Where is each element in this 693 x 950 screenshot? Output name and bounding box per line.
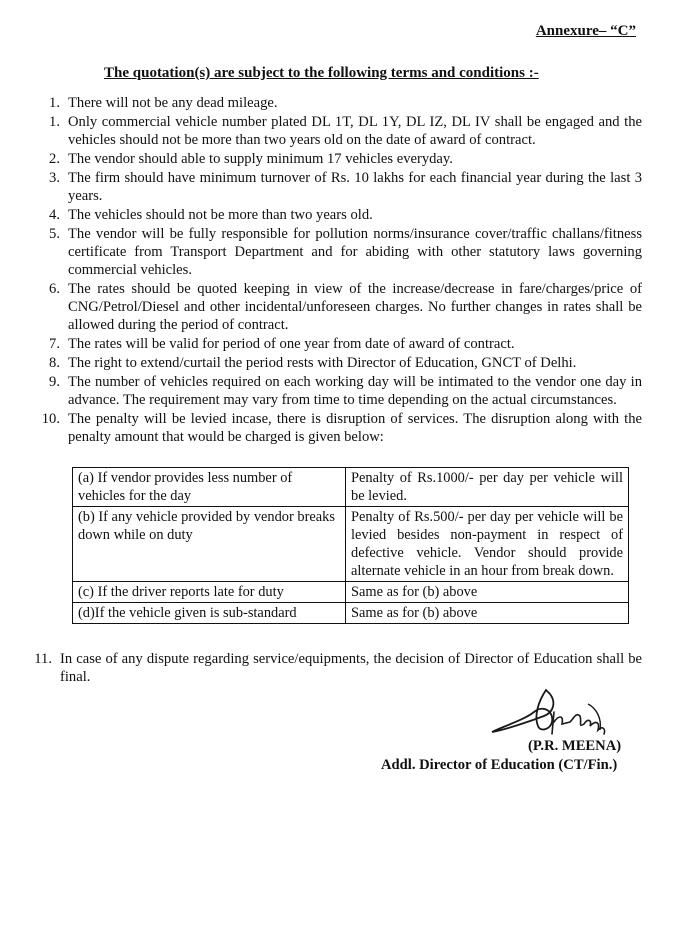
- condition-cell: (b) If any vehicle provided by vendor breaks down while on duty: [73, 507, 346, 582]
- condition-cell: (c) If the driver reports late for duty: [73, 582, 346, 603]
- item-text: There will not be any dead mileage.: [68, 95, 278, 111]
- signer-name: (P.R. MEENA): [528, 738, 622, 754]
- item-number: 2.: [49, 151, 60, 167]
- list-item: [34, 650, 642, 686]
- penalty-cell: Same as for (b) above: [346, 603, 629, 624]
- penalty-cell: Penalty of Rs.1000/- per day per vehicle will be levied.: [346, 468, 629, 507]
- item-text: The rates should be quoted keeping in view of the increase/decrease in fare/charges/price of CNG/Petrol/Diesel and other incidental/unforeseen charges. No further changes in rates shall be allowed during the period of contract.: [68, 281, 642, 333]
- list-item: [42, 354, 642, 372]
- item-number: 9.: [49, 374, 60, 390]
- condition-cell: (a) If vendor provides less number of vehicles for the day: [73, 468, 346, 507]
- item-text: Only commercial vehicle number plated DL 1T, DL 1Y, DL IZ, DL IV shall be engaged and the vehicles should not be more than two years old on the date of award of contract.: [68, 114, 642, 148]
- table-row: [73, 582, 629, 603]
- item-number: 7.: [49, 336, 60, 352]
- list-item: [42, 335, 642, 353]
- list-item: [42, 225, 642, 279]
- penalty-table: [72, 467, 629, 624]
- item-number: 5.: [49, 226, 60, 242]
- item-text: The vehicles should not be more than two years old.: [68, 207, 373, 223]
- list-item: [42, 280, 642, 334]
- document-heading: The quotation(s) are subject to the following terms and conditions :-: [104, 65, 539, 81]
- list-item: [42, 113, 642, 149]
- penalty-cell: Penalty of Rs.500/- per day per vehicle will be levied besides non-payment in respect of defective vehicle. Vendor should provide alternate vehicle in an hour from break down.: [346, 507, 629, 582]
- item-number: 3.: [49, 170, 60, 186]
- signer-designation: Addl. Director of Education (CT/Fin.): [381, 757, 618, 773]
- item-text: The firm should have minimum turnover of Rs. 10 lakhs for each financial year during the last 3 years.: [68, 170, 642, 204]
- table-row: [73, 468, 629, 507]
- penalty-cell: Same as for (b) above: [346, 582, 629, 603]
- item-number: 11.: [34, 651, 52, 667]
- list-item: [42, 373, 642, 409]
- table-row: [73, 603, 629, 624]
- item-text: The vendor will be fully responsible for pollution norms/insurance cover/traffic challans/fitness certificate from Transport Department and for abiding with other statutory laws governing commercial vehicles.: [68, 226, 642, 278]
- item-text: The penalty will be levied incase, there is disruption of services. The disruption along with the penalty amount that would be charged is given below:: [68, 411, 642, 445]
- annexure-label: Annexure– “C”: [535, 23, 636, 39]
- list-item: [42, 169, 642, 205]
- list-item: [42, 94, 642, 112]
- terms-list: [42, 94, 642, 447]
- item-number: 4.: [49, 207, 60, 223]
- item-number: 10.: [41, 411, 60, 427]
- list-item: [42, 410, 642, 446]
- item-number: 6.: [49, 281, 60, 297]
- item-number: 1.: [49, 95, 60, 111]
- item-text: In case of any dispute regarding service/equipments, the decision of Director of Education shall be final.: [60, 651, 642, 685]
- condition-cell: (d)If the vehicle given is sub-standard: [73, 603, 346, 624]
- list-item: [42, 206, 642, 224]
- item-text: The number of vehicles required on each working day will be intimated to the vendor one day in advance. The requirement may vary from time to time depending on the actual circumstances.: [68, 374, 642, 408]
- table-row: [73, 507, 629, 582]
- item-text: The rates will be valid for period of one year from date of award of contract.: [68, 336, 515, 352]
- list-item: [42, 150, 642, 168]
- item-number: 8.: [49, 355, 60, 371]
- item-text: The vendor should able to supply minimum 17 vehicles everyday.: [68, 151, 453, 167]
- item-text: The right to extend/curtail the period rests with Director of Education, GNCT of Delhi.: [68, 355, 577, 371]
- item-number: 1.: [49, 114, 60, 130]
